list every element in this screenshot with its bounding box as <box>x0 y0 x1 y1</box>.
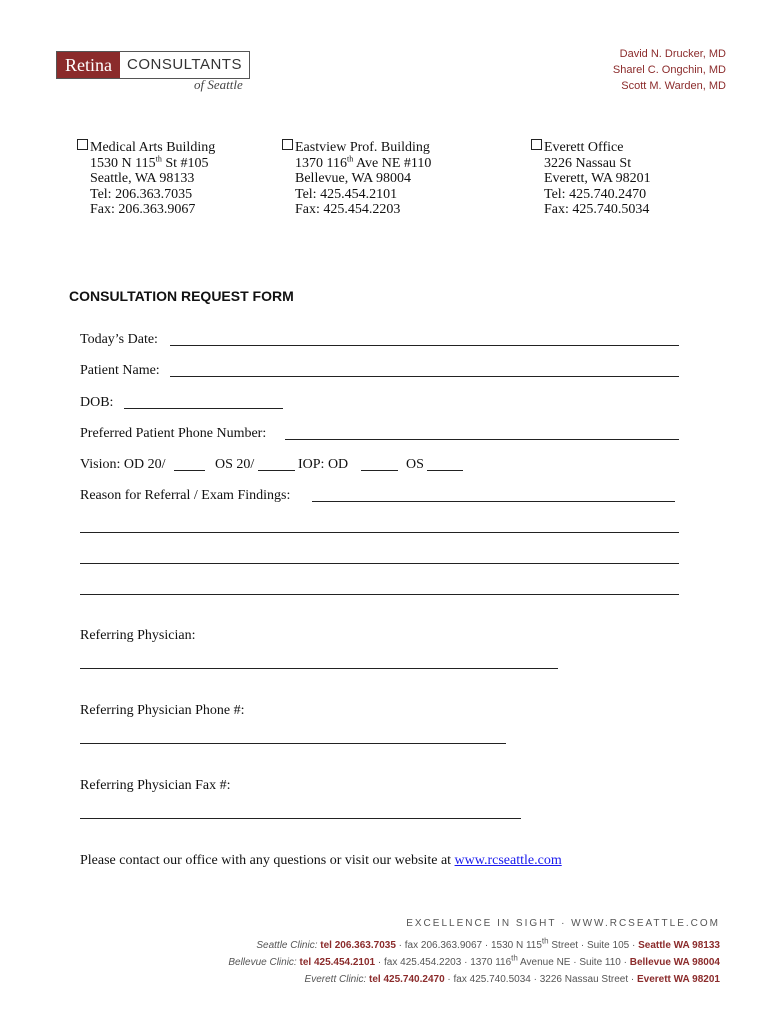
todays-date-field[interactable] <box>170 345 679 346</box>
doctor-name: Scott M. Warden, MD <box>621 80 726 92</box>
office-city: Bellevue, WA 98004 <box>295 171 412 186</box>
vision-os-field[interactable] <box>258 470 295 471</box>
doctor-name: David N. Drucker, MD <box>619 48 726 60</box>
office-address: 1370 116th Ave NE #110 <box>295 153 432 171</box>
office-name: Everett Office <box>544 140 624 155</box>
dob-field[interactable] <box>124 408 283 409</box>
iop-os-label: OS <box>406 457 424 472</box>
vision-od-field[interactable] <box>174 470 205 471</box>
office-address: 1530 N 115th St #105 <box>90 153 209 171</box>
office-fax: Fax: 425.740.5034 <box>544 202 650 217</box>
doctor-name: Sharel C. Ongchin, MD <box>612 64 726 76</box>
vision-os-label: OS 20/ <box>215 457 255 472</box>
vision-od-label: Vision: OD 20/ <box>80 457 166 472</box>
contact-text: Please contact our office with any questions or visit our website at <box>80 853 452 868</box>
referring-phone-field[interactable] <box>80 743 506 744</box>
reason-line[interactable] <box>80 563 679 564</box>
doctor-list <box>613 46 726 94</box>
office-tel: Tel: 425.454.2101 <box>295 186 398 202</box>
office-checkbox[interactable] <box>531 139 542 150</box>
footer-clinic-seattle: Seattle Clinic: tel 206.363.7035 · fax 206.363.9067 · 1530 N 115th Street · Suite 105 · Seattle WA 98133 <box>256 936 720 951</box>
form-title: CONSULTATION REQUEST FORM <box>69 288 294 304</box>
office-name: Eastview Prof. Building <box>295 140 430 155</box>
logo-subtitle: of Seattle <box>194 77 243 92</box>
logo-retina-text: Retina <box>57 52 120 78</box>
office-tel: Tel: 206.363.7035 <box>90 186 193 202</box>
footer-tagline: EXCELLENCE IN SIGHT · WWW.RCSEATTLE.COM <box>406 918 720 929</box>
iop-os-field[interactable] <box>427 470 463 471</box>
office-everett <box>544 140 651 218</box>
footer-clinic-everett: Everett Clinic: tel 425.740.2470 · fax 425.740.5034 · 3226 Nassau Street · Everett WA 98201 <box>304 974 720 985</box>
patient-name-field[interactable] <box>170 376 679 377</box>
reason-line[interactable] <box>80 594 679 595</box>
dob-label: DOB: <box>80 395 114 410</box>
office-fax: Fax: 425.454.2203 <box>295 202 401 217</box>
referring-phone-label: Referring Physician Phone #: <box>80 703 245 718</box>
office-fax: Fax: 206.363.9067 <box>90 202 196 217</box>
footer-clinic-bellevue: Bellevue Clinic: tel 425.454.2101 · fax 425.454.2203 · 1370 116th Avenue NE · Suite 110 · Bellevue WA 98004 <box>228 953 720 968</box>
todays-date-label: Today’s Date: <box>80 332 158 347</box>
reason-line[interactable] <box>80 532 679 533</box>
office-city: Everett, WA 98201 <box>544 171 651 186</box>
referring-physician-field[interactable] <box>80 668 558 669</box>
phone-field[interactable] <box>285 439 679 440</box>
office-checkbox[interactable] <box>282 139 293 150</box>
iop-od-field[interactable] <box>361 470 398 471</box>
office-medical-arts <box>90 140 215 218</box>
patient-name-label: Patient Name: <box>80 363 160 378</box>
office-city: Seattle, WA 98133 <box>90 171 195 186</box>
contact-note <box>80 853 562 869</box>
reason-field[interactable] <box>312 501 675 502</box>
logo-consultants-text: CONSULTANTS <box>120 52 249 78</box>
website-link[interactable]: www.rcseattle.com <box>454 853 562 868</box>
logo <box>56 51 250 79</box>
office-address: 3226 Nassau St <box>544 155 632 171</box>
referring-physician-label: Referring Physician: <box>80 628 196 643</box>
office-name: Medical Arts Building <box>90 140 216 155</box>
iop-od-label: IOP: OD <box>298 457 349 472</box>
referring-fax-label: Referring Physician Fax #: <box>80 778 231 793</box>
reason-label: Reason for Referral / Exam Findings: <box>80 488 291 503</box>
office-tel: Tel: 425.740.2470 <box>544 186 647 202</box>
office-eastview <box>295 140 431 218</box>
referring-fax-field[interactable] <box>80 818 521 819</box>
phone-label: Preferred Patient Phone Number: <box>80 426 267 441</box>
office-checkbox[interactable] <box>77 139 88 150</box>
